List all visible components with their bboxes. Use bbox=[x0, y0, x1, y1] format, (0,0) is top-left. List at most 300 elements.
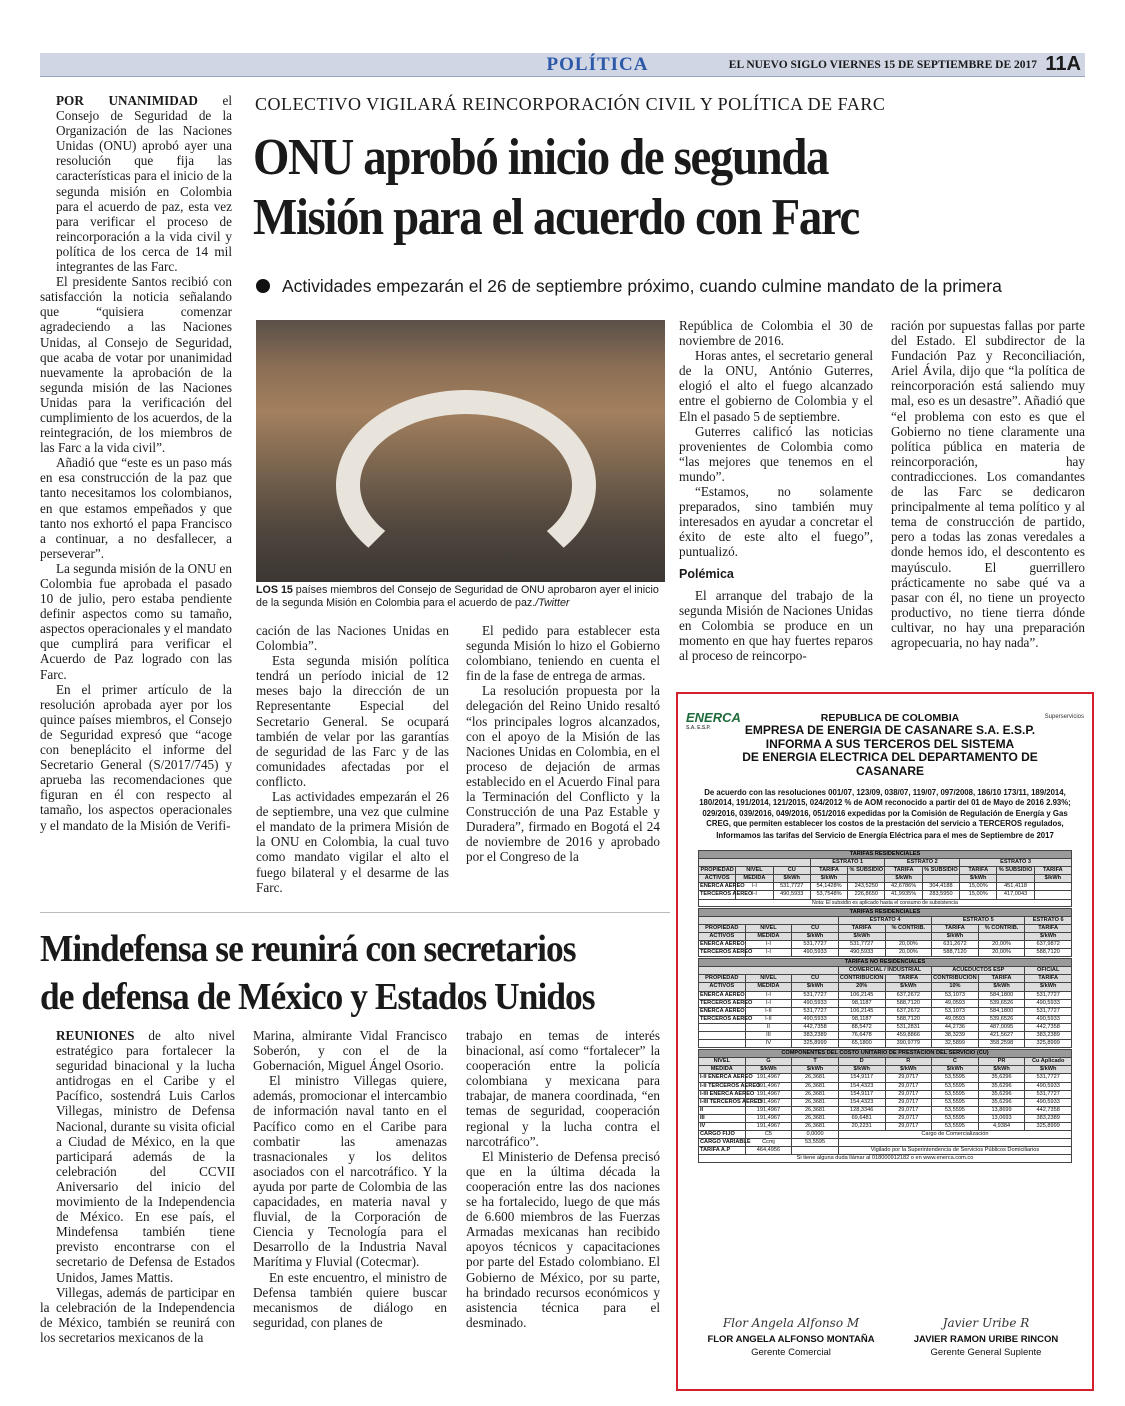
article1-column-1 bbox=[40, 93, 232, 833]
table-cell: 283,5950 bbox=[922, 891, 959, 899]
table-header-cell: TARIFA bbox=[1025, 924, 1072, 932]
table-cell: I-III TERCEROS AEREO bbox=[700, 1098, 762, 1105]
table-cell: I-II TERCEROS AEREO bbox=[700, 1082, 761, 1089]
table-header-cell: PROPIEDAD bbox=[699, 975, 746, 983]
table-cell: I-I bbox=[736, 883, 773, 891]
table-cell: I-II ENERCA AEREO bbox=[700, 1074, 753, 1081]
table-cell: 44,2736 bbox=[932, 1023, 979, 1031]
table-cell: 442,7358 bbox=[1025, 1023, 1072, 1031]
table-cell: 26,3681 bbox=[792, 1074, 839, 1082]
table-row bbox=[699, 1015, 1072, 1023]
table-cell: 35,6296 bbox=[978, 1082, 1025, 1090]
article-divider bbox=[40, 912, 670, 913]
table-cell: 588,7120 bbox=[932, 949, 979, 957]
table-header-row bbox=[699, 975, 1072, 983]
table-cell: 20,00% bbox=[885, 949, 932, 957]
article2-column-3 bbox=[466, 1028, 660, 1330]
signer-name: FLOR ANGELA ALFONSO MONTAÑA bbox=[707, 1334, 875, 1345]
table-cell: 442,7358 bbox=[1025, 1106, 1072, 1114]
headline-line-1: Mindefensa se reunirá con secretarios bbox=[40, 928, 576, 970]
table-cell: 4,9384 bbox=[978, 1123, 1025, 1131]
table-header-cell: $/kWh bbox=[960, 875, 997, 883]
table-header-cell: TARIFA bbox=[810, 867, 847, 875]
table-note: Nota: El subsidio es aplicado hasta el consumo de subsistencia bbox=[698, 900, 1072, 907]
table-cell: 421,5627 bbox=[978, 1031, 1025, 1039]
table-header-cell: TARIFA bbox=[960, 867, 997, 875]
lead-in: REUNIONES bbox=[56, 1028, 135, 1043]
table-header-cell: $/kWh bbox=[810, 875, 847, 883]
table-cell: II bbox=[745, 1023, 792, 1031]
table-cell: 15,00% bbox=[960, 891, 997, 899]
table-header-cell: ACTIVOS bbox=[699, 932, 746, 940]
table-cell: 637,2672 bbox=[885, 1007, 932, 1015]
table-cell: 531,7727 bbox=[792, 940, 839, 948]
table-cell: 531,7727 bbox=[1025, 1007, 1072, 1015]
table-header-cell: $/kWh bbox=[978, 1066, 1025, 1074]
table-cell: 154,9117 bbox=[838, 1090, 885, 1098]
table-header-cell: $/kWh bbox=[1025, 932, 1072, 940]
table-header-cell: TARIFA bbox=[1034, 867, 1071, 875]
table-header-cell: TARIFA bbox=[1025, 975, 1072, 983]
table-cell: 29,0717 bbox=[885, 1074, 932, 1082]
table-header-cell: PROPIEDAD bbox=[699, 867, 736, 875]
paragraph: Añadió que “este es un paso más en esa construcción de la paz que tanto necesitamos los colombianos, en que estamos empeñados y que tanto nos exhortó el papa Francisco a continuar, a no desfallecer, a perseverar”. bbox=[40, 455, 232, 561]
table-header-cell: $/kWh bbox=[885, 1066, 932, 1074]
table-cell: 588,7120 bbox=[1025, 949, 1072, 957]
table-cell: 226,8650 bbox=[848, 891, 885, 899]
paragraph: Horas antes, el secretario general de la ONU, António Guterres, elogió el alto el fuego alcanzado entre el gobierno de Colombia y el Eln el pasado 5 de septiembre. bbox=[679, 348, 873, 424]
paragraph: cación de las Naciones Unidas en Colombia”. bbox=[256, 623, 449, 654]
enerca-advertisement bbox=[676, 692, 1094, 1391]
bullet-icon bbox=[256, 279, 270, 293]
table-cell bbox=[1034, 883, 1071, 891]
table-header-cell: CU bbox=[773, 867, 810, 875]
table-header-cell: $/kWh bbox=[1025, 1066, 1072, 1074]
table-cell: 29,0717 bbox=[885, 1098, 932, 1106]
table-cell: ENERCA AEREO bbox=[700, 1007, 745, 1014]
superservicios-logo: Superservicios bbox=[1044, 714, 1084, 720]
table-header-cell: % CONTRIB. bbox=[978, 924, 1025, 932]
table-cell: 13,8699 bbox=[978, 1106, 1025, 1114]
table-cell: 191,4967 bbox=[745, 1098, 792, 1106]
table-cell: IV bbox=[745, 1040, 792, 1048]
table-cell: 26,3681 bbox=[792, 1123, 839, 1131]
table-row bbox=[699, 949, 1072, 957]
enerca-logo: ENERCA S.A. E.S.P. bbox=[686, 710, 741, 731]
table-cell: 325,8999 bbox=[1025, 1040, 1072, 1048]
table-header-cell: CONTRIBUCION bbox=[839, 975, 884, 982]
table-header-cell: TARIFA bbox=[885, 975, 932, 983]
table-cell: 54,1428% bbox=[810, 883, 847, 891]
table-cell: 637,9872 bbox=[1025, 940, 1072, 948]
table-header-cell: MEDIDA bbox=[745, 932, 792, 940]
table-row bbox=[699, 1082, 1072, 1090]
table-cell: I-I bbox=[745, 999, 792, 1007]
table-cell: I-III ENERCA AEREO bbox=[700, 1090, 755, 1097]
table-cell: 451,4118 bbox=[997, 883, 1034, 891]
headline-line-2: Misión para el acuerdo con Farc bbox=[253, 189, 859, 246]
table-cell: 38,3239 bbox=[932, 1031, 979, 1039]
table-cell: 588,7120 bbox=[885, 999, 932, 1007]
table-cell: I-I bbox=[736, 891, 773, 899]
table-cell: ENERCA AEREO bbox=[700, 940, 745, 947]
ad-body: De acuerdo con las resoluciones 001/07, 123/09, 038/07, 119/07, 097/2008, 186/10 173/11, 189/2014, 180/2014, 191/2014, 121/2015, 024/2012 % de AOM reconocido a partir del 01 de Mayo de 2016 2.93%; 029/2016, 039/2016, 049/2016, 051/2016 expedidas por la Comisión de Regulación de Energía y Gas CREG, que permiten establecer los costos de la prestación del servicio a TERCEROS regulados, Informamos las tarifas del Servicio de Energía Eléctrica para el mes de Septiembre de 2017 bbox=[699, 788, 1071, 841]
article-headline bbox=[253, 128, 1000, 248]
table-cell: 191,4967 bbox=[745, 1123, 792, 1131]
table-cell: IV bbox=[699, 1123, 746, 1131]
table-header-cell: NIVEL bbox=[736, 867, 773, 875]
table-header-row bbox=[699, 983, 1072, 991]
headline-line-1: ONU aprobó inicio de segunda bbox=[253, 129, 829, 186]
paragraph: En el primer artículo de la resolución aprobada ayer por los quince países miembros, el Consejo de Seguridad expresó que “acoge con beneplácito el informe del Secretario General (S/2017/745) y aprueba las recomendaciones que figuran en él con respecto al tamaño, los aspectos operacionales y el mandato de la Misión de Verifi- bbox=[40, 681, 232, 833]
table-cell: 29,0717 bbox=[885, 1106, 932, 1114]
article2-column-1 bbox=[40, 1028, 235, 1345]
table-cell: 154,4323 bbox=[838, 1082, 885, 1090]
table-header-cell bbox=[997, 875, 1034, 883]
table-cell: 53,5595 bbox=[932, 1098, 979, 1106]
table-header-cell: $/kWh bbox=[1034, 875, 1071, 883]
table-cell: 65,1800 bbox=[838, 1040, 885, 1048]
table-cell bbox=[1034, 891, 1071, 899]
table-cell: 29,0717 bbox=[885, 1114, 932, 1122]
table-cell: I-II bbox=[745, 1015, 792, 1023]
table-header-cell: 10% bbox=[932, 983, 979, 991]
table-header-cell: $/kWh bbox=[1025, 983, 1072, 991]
section-subhead: Polémica bbox=[679, 566, 734, 581]
table-cell: 383,2389 bbox=[1025, 1114, 1072, 1122]
table-header-cell: $/kWh bbox=[792, 983, 839, 991]
paragraph: El Ministerio de Defensa precisó que en la última década la cooperación entre las dos naciones se ha fortalecido, luego de que más de 6.600 miembros de las Fuerzas Armadas mexicanas han recibido apoyos técnicos y capacitaciones por parte del Estado colombiano. El Gobierno de México, por su parte, ha brindado recursos económicos y asistencia técnica para el desminado. bbox=[466, 1148, 660, 1330]
paragraph: trabajo en temas de interés binacional, así como “fortalecer” la cooperación entre la policía colombiana y mexicana para trabajar, de manera coordinada, “en temas de seguridad, cooperación regional y la lucha contra el narcotráfico”. bbox=[466, 1028, 660, 1149]
table-cell: 53,5595 bbox=[932, 1090, 979, 1098]
table-cell: 26,3681 bbox=[792, 1082, 839, 1090]
table-header-cell: CU bbox=[792, 924, 839, 932]
table-cell: 531,7727 bbox=[773, 883, 810, 891]
table-cell: 191,4967 bbox=[745, 1090, 792, 1098]
table-cell: 42,6786% bbox=[885, 883, 922, 891]
table-cell: 26,3681 bbox=[792, 1098, 839, 1106]
table-header-cell: D bbox=[838, 1058, 885, 1066]
paragraph: Villegas, además de participar en la celebración de la Independencia de México, también se reunirá con los secretarios mexicanos de la bbox=[40, 1284, 235, 1345]
table-header-cell: TARIFA bbox=[932, 924, 979, 932]
table-cell: 20,2231 bbox=[838, 1123, 885, 1131]
table-cell: 53,5595 bbox=[932, 1123, 979, 1131]
table-cell: 106,2145 bbox=[838, 991, 885, 999]
table-cell: 637,2672 bbox=[885, 991, 932, 999]
table-cell: TERCEROS AEREO bbox=[700, 999, 753, 1006]
table-cell: III bbox=[745, 1031, 792, 1039]
paragraph: ración por supuestas fallas por parte del Estado. El subdirector de la Fundación Paz y Reconciliación, Ariel Ávila, dijo que “la política de reincorporación está saliendo muy mal, eso es un desastre”. Añadió que “el problema con esto es que el Gobierno no tiene claramente una política pública en materia de reincorporación, hay contradicciones. Los comandantes de las Farc se dedicaron principalmente al tema político y al tema de construcción de partido, pero a todas las zonas veredales a donde hemos ido, el descontento es mayúsculo. El guerrillero prácticamente no sabe qué va a pasar con él, no tiene un proyecto productivo, no tiene tierra dónde cultivar, no hay una preparación agropecuaria, no hay nada”. bbox=[891, 318, 1085, 650]
table-row bbox=[699, 1090, 1072, 1098]
subhead-text: Actividades empezarán el 26 de septiembre próximo, cuando culmine mandato de la primera bbox=[282, 276, 1002, 296]
table-cell: 154,9117 bbox=[838, 1074, 885, 1082]
table-cell: 539,6526 bbox=[978, 999, 1025, 1007]
table-cell: 191,4967 bbox=[745, 1114, 792, 1122]
table-cell: 531,7727 bbox=[1025, 1074, 1072, 1082]
table-cell: 390,9779 bbox=[885, 1040, 932, 1048]
table-header-cell: MEDIDA bbox=[699, 1066, 746, 1074]
table-header-cell: $/kWh bbox=[838, 932, 885, 940]
table-cell: 584,1800 bbox=[978, 991, 1025, 999]
table-cell: 15,00% bbox=[960, 883, 997, 891]
table-cell: 584,1800 bbox=[978, 1007, 1025, 1015]
table-row bbox=[699, 1040, 1072, 1048]
table-header-cell: MEDIDA bbox=[745, 983, 792, 991]
table-cell: 417,0043 bbox=[997, 891, 1034, 899]
table-header-cell bbox=[922, 875, 959, 883]
paragraph: REUNIONES de alto nivel estratégico para fortalecer la seguridad binacional y la lucha antidrogas en el Caribe y el Pacífico, sostendrá Luis Carlos Villegas, ministro de Defensa Nacional, durante su visita oficial a Ciudad de México, en la que participará además de la celebración del CCVII Aniversario del inicio del movimiento de la Independencia de México. En ese país, el Mindefensa también tiene previsto encontrarse con el secretario de Defensa de Estados Unidos, James Mattis. bbox=[56, 1028, 235, 1285]
table-row bbox=[699, 1098, 1072, 1106]
table-cell: 20,00% bbox=[885, 940, 932, 948]
paragraph: República de Colombia el 30 de noviembre de 2016. bbox=[679, 318, 873, 349]
signer-name: JAVIER RAMON URIBE RINCON bbox=[913, 1334, 1059, 1345]
table-header-cell: NIVEL bbox=[745, 975, 792, 983]
table-cell: 98,1187 bbox=[838, 1015, 885, 1023]
table-cell: I-II bbox=[745, 1007, 792, 1015]
table-cell: I-I bbox=[745, 991, 792, 999]
signature-block-2 bbox=[891, 1317, 1081, 1359]
table-header-cell: $/kWh bbox=[792, 932, 839, 940]
table-header-cell: $/kWh bbox=[885, 875, 922, 883]
paragraph: El arranque del trabajo de la segunda Misión de Naciones Unidas en Colombia se produce en un momento en que hay fuertes reparos al proceso de reincorpo- bbox=[679, 587, 873, 663]
table-cell: 32,5899 bbox=[932, 1040, 979, 1048]
table-cell: 53,5595 bbox=[932, 1114, 979, 1122]
table-cell: 490,5933 bbox=[773, 891, 810, 899]
table-header-cell: G bbox=[745, 1058, 792, 1066]
table-cell: 304,4188 bbox=[922, 883, 959, 891]
table-cost-components: COMPONENTES DEL COSTO UNITARIO DE PRESTACION DEL SERVICIO (CU) NIVEL G T D R C PR Cu Aplicado MEDIDA $/kWh $/kWh $/kWh $/kWh $/kWh $/kWh $/kWh I-II ENERCA AEREO 191,4967 26,3681 154,9117 29,0717 53,5595 35,6296 531,7727 I-II TERCEROS AEREO 191,4967 26,3681 154,4323 29,0717 53,5595 35,6296 490,5933 I-III ENERCA AEREO 191,4967 26,3681 154,9117 29,0717 53,5595 35,6296 531,7727 I-III TERCEROS AEREO 191,4967 26,3681 154,4323 29,0717 53,5595 35,6296 490,5933 II 191,4967 26,3681 128,3346 29,0717 53,5595 13,8699 442,7358 III 191,4967 26,3681 69,6481 29,0717 53,5595 13,0693 383,2389 IV 191,4967 26,3681 20,2231 29,0717 53,5595 4,9384 325,8999 CARGO FIJO C5 0,0000 Cargo de Comercialización CARGO VARIABLE Ccmj 53,5595 TARIFA A.P 464,4956 Vigilado por la Superintendencia de Servicios Públicos Domiciliarios Si tiene alguna duda llámar al 018000912182 o en www.enerca.com.co bbox=[698, 1049, 1072, 1163]
table-cell: 325,8999 bbox=[792, 1040, 839, 1048]
table-cell: 490,5933 bbox=[792, 949, 839, 957]
table-cell: TERCEROS AEREO bbox=[700, 1015, 753, 1022]
table-row bbox=[699, 999, 1072, 1007]
table-cell: 69,6481 bbox=[838, 1114, 885, 1122]
table-cell: 53,5595 bbox=[932, 1082, 979, 1090]
council-table-shape bbox=[336, 390, 596, 580]
article-kicker: COLECTIVO VIGILARÁ REINCORPORACIÓN CIVIL Y POLÍTICA DE FARC bbox=[255, 94, 886, 114]
table-cell: 29,0717 bbox=[885, 1123, 932, 1131]
table-cell: 325,8999 bbox=[1025, 1123, 1072, 1131]
signer-role: Gerente General Suplente bbox=[930, 1347, 1042, 1358]
table-header-cell: $/kWh bbox=[792, 1066, 839, 1074]
table-cell: 35,6296 bbox=[978, 1074, 1025, 1082]
table-header-cell: TARIFA bbox=[838, 924, 885, 932]
table-header-row bbox=[699, 932, 1072, 940]
table-cell: 531,2831 bbox=[885, 1023, 932, 1031]
table-row bbox=[699, 1007, 1072, 1015]
table-header-cell bbox=[885, 932, 932, 940]
table-cell: 29,0717 bbox=[885, 1082, 932, 1090]
table-cell: 490,5933 bbox=[792, 999, 839, 1007]
table-header-cell: % SUBSIDIO bbox=[924, 867, 958, 874]
ad-title: REPUBLICA DE COLOMBIA EMPRESA DE ENERGIA DE CASANARE S.A. E.S.P. INFORMA A SUS TERCEROS DEL SISTEMA DE ENERGIA ELECTRICA DEL DEPARTAMENTO DE CASANARE bbox=[742, 712, 1038, 778]
table-header-cell: 20% bbox=[838, 983, 885, 991]
table-cell: III bbox=[699, 1114, 746, 1122]
table-cell: II bbox=[699, 1106, 746, 1114]
table-cell: 539,6526 bbox=[978, 1015, 1025, 1023]
table-header-cell: Cu Aplicado bbox=[1025, 1058, 1072, 1066]
table-cell: 358,2598 bbox=[978, 1040, 1025, 1048]
table-header-cell: TARIFA bbox=[885, 867, 922, 875]
table-cell: 243,5250 bbox=[848, 883, 885, 891]
table-cell: 191,4967 bbox=[745, 1082, 792, 1090]
table-residential-4-6: TARIFAS RESIDENCIALES ESTRATO 4 ESTRATO 5 ESTRATO 6 PROPIEDAD NIVEL CU TARIFA % CONTRIB. TARIFA % CONTRIB. TARIFA ACTIVOS MEDIDA $/kWh $/kWh $/kWh $/kWh ENERCA AEREO I-I 531,7727 531,7727 20,00% 631,2672 20,00% 637,9872 TERCEROS AEREO I-I 490,5933 490,5933 20,00% 588,7120 20,00% 588,7120 bbox=[698, 908, 1072, 958]
table-row bbox=[699, 940, 1072, 948]
table-cell: 490,5933 bbox=[792, 1015, 839, 1023]
table-cell: 531,7727 bbox=[1025, 991, 1072, 999]
paragraph: POR UNANIMIDAD el Consejo de Seguridad de la Organización de las Naciones Unidas (ONU) aprobó ayer una resolución que fija las características para el inicio de la segunda misión en Colombia para el acuerdo de paz, esta vez para verificar el proceso de reincorporación a la vida civil y política de los cerca de 14 mil integrantes de las Farc. bbox=[56, 93, 232, 275]
table-header-cell bbox=[848, 875, 885, 883]
headline-line-2: de defensa de México y Estados Unidos bbox=[40, 976, 595, 1018]
table-cell: 531,7727 bbox=[792, 1007, 839, 1015]
table-cell: 531,7727 bbox=[838, 940, 885, 948]
lead-in: POR UNANIMIDAD bbox=[56, 93, 198, 108]
page-header bbox=[40, 53, 1085, 77]
un-security-council-photo bbox=[256, 320, 665, 582]
table-non-residential: TARIFAS NO RESIDENCIALES COMERCIAL / INDUSTRIAL ACUEDUCTOS ESP OFICIAL PROPIEDAD NIVEL CU CONTRIBUCION TARIFA CONTRIBUCION TARIFA TARIFA ACTIVOS MEDIDA $/kWh 20% $/kWh 10% $/kWh $/kWh ENERCA AEREO I-I 531,7727 106,2145 637,2672 53,1073 584,1800 531,7727 TERCEROS AEREO I-I 490,5933 98,1187 588,7120 49,0593 539,6526 490,5933 ENERCA AEREO I-II 531,7727 106,2145 637,2672 53,1073 584,1800 531,7727 TERCEROS AEREO I-II 490,5933 98,1187 588,7120 49,0593 539,6526 490,5933 II 442,7358 88,5472 531,2831 44,2736 487,0095 442,7358 III 383,2389 76,6478 459,8866 38,3239 421,5627 383,2389 IV 325,8999 65,1800 390,9779 32,5899 358,2598 325,8999 bbox=[698, 958, 1072, 1048]
table-header-cell: $/kWh bbox=[978, 983, 1025, 991]
table-residential-1-3: TARIFAS RESIDENCIALES ESTRATO 1 ESTRATO 2 ESTRATO 3 PROPIEDAD NIVEL CU TARIFA % SUBSIDIO TARIFA % SUBSIDIO TARIFA % SUBSIDIO TARIFA ACTIVOS MEDIDA $/kWh $/kWh $/kWh $/kWh $/kWh ENERCA AEREO I-I 531,7727 54,1428% 243,5250 42,6786% 304,4188 15,00% 451,4118 TERCEROS AEREO I-I 490,5933 53,7548% 226,8650 41,9935% 283,5950 15,00% 417,0043 bbox=[698, 850, 1072, 900]
table-cell: 383,2389 bbox=[792, 1031, 839, 1039]
table-cell: 26,3681 bbox=[792, 1114, 839, 1122]
table-cell: 490,5933 bbox=[1025, 1015, 1072, 1023]
table-row bbox=[699, 1023, 1072, 1031]
table-header-cell: R bbox=[885, 1058, 932, 1066]
table-header-cell: NIVEL bbox=[745, 924, 792, 932]
table-cell: 53,5595 bbox=[932, 1106, 979, 1114]
paragraph: En este encuentro, el ministro de Defensa también quiere buscar mecanismos de diálogo en seguridad, con planes de bbox=[253, 1269, 447, 1330]
table-header-cell: ACTIVOS bbox=[699, 983, 746, 991]
table-cell: ENERCA AEREO bbox=[700, 883, 745, 890]
table-header-cell: CONTRIBUCION bbox=[933, 975, 977, 982]
table-cell: I-I bbox=[745, 940, 792, 948]
paragraph: La resolución propuesta por la delegación del Reino Unido resaltó “los principales logros alcanzados, con el apoyo de la Misión de las Naciones Unidas en Colombia, en el proceso de dejación de armas establecido en el Acuerdo Final para la Terminación del Conflicto y la Construcción de una Paz Estable y Duradera”, firmado en Bogotá el 24 de noviembre de 2016 y aprobado por el Congreso de la bbox=[466, 683, 660, 865]
table-cell: 29,0717 bbox=[885, 1090, 932, 1098]
table-header-row bbox=[699, 1058, 1072, 1066]
table-header-cell: $/kWh bbox=[932, 1066, 979, 1074]
table-cell: 26,3681 bbox=[792, 1090, 839, 1098]
table-row bbox=[699, 1074, 1072, 1082]
table-header-cell: $/kWh bbox=[773, 875, 810, 883]
table-header-cell: ACTIVOS bbox=[699, 875, 736, 883]
table-cell: 26,3681 bbox=[792, 1106, 839, 1114]
table-cell: 53,1073 bbox=[932, 991, 979, 999]
table-cell: 490,5933 bbox=[1025, 1082, 1072, 1090]
table-header-row bbox=[699, 875, 1072, 883]
table-cell: 20,00% bbox=[978, 940, 1025, 948]
table-cell: 531,7727 bbox=[1025, 1090, 1072, 1098]
table-cell: 631,2672 bbox=[932, 940, 979, 948]
paper-date-line: EL NUEVO SIGLO VIERNES 15 DE SEPTIEMBRE DE 2017 bbox=[728, 59, 1037, 71]
table-header-cell bbox=[978, 932, 1025, 940]
article2-column-2 bbox=[253, 1028, 447, 1330]
table-cell: 442,7358 bbox=[792, 1023, 839, 1031]
article1-column-3 bbox=[466, 623, 660, 865]
table-row bbox=[699, 991, 1072, 999]
table-header-cell: TARIFA bbox=[978, 975, 1025, 983]
table-row bbox=[699, 1114, 1072, 1122]
table-cell: 98,1187 bbox=[838, 999, 885, 1007]
paragraph: “Estamos, no solamente preparados, sino también muy interesados en ayudar a concretar el éxito de este alto el fuego”, puntualizó. bbox=[679, 484, 873, 560]
table-cell: 490,5933 bbox=[1025, 1098, 1072, 1106]
table-cell: 191,4967 bbox=[745, 1074, 792, 1082]
table-cell: 20,00% bbox=[978, 949, 1025, 957]
article1-column-5 bbox=[891, 318, 1085, 650]
table-row bbox=[699, 883, 1072, 891]
table-header-cell: $/kWh bbox=[745, 1066, 792, 1074]
article2-headline bbox=[40, 925, 635, 1021]
table-cell: 588,7120 bbox=[885, 1015, 932, 1023]
table-cell: 49,0593 bbox=[932, 1015, 979, 1023]
table-cell: 53,5595 bbox=[932, 1074, 979, 1082]
table-cell: 76,6478 bbox=[838, 1031, 885, 1039]
tariff-tables bbox=[698, 850, 1072, 1302]
table-header-row bbox=[699, 1066, 1072, 1074]
table-cell: 35,6296 bbox=[978, 1090, 1025, 1098]
table-header-cell: C bbox=[932, 1058, 979, 1066]
table-header-cell: CU bbox=[792, 975, 839, 983]
table-cell: 490,5933 bbox=[1025, 999, 1072, 1007]
table-cell: 88,5472 bbox=[838, 1023, 885, 1031]
table-header-cell: % SUBSIDIO bbox=[849, 867, 884, 874]
signer-role: Gerente Comercial bbox=[751, 1347, 831, 1358]
table-cell: TERCEROS AEREO bbox=[700, 891, 753, 898]
table-cell bbox=[699, 1040, 746, 1048]
article1-column-4 bbox=[679, 318, 873, 663]
paragraph: El presidente Santos recibió con satisfacción la noticia señalando que “quisiera comenzar agradeciendo a las Naciones Unidas, al Consejo de Seguridad, que acaba de votar por unanimidad nuevamente la aprobación de la segunda misión de las Naciones Unidas para la verificación del cumplimiento de los acuerdos, de la reintegración, de los miembros de las Farc a la vida civil”. bbox=[40, 274, 232, 456]
signature-block-1 bbox=[696, 1317, 886, 1359]
table-cell: 13,0693 bbox=[978, 1114, 1025, 1122]
paragraph: El pedido para establecer esta segunda Misión lo hizo el Gobierno colombiano, teniendo en cuenta el fin de la fase de entrega de armas. bbox=[466, 623, 660, 684]
table-header-cell: $/kWh bbox=[885, 983, 932, 991]
table-header-cell: % SUBSIDIO bbox=[998, 867, 1033, 874]
paragraph: Marina, almirante Vidal Francisco Soberón, y con el de la Gobernación, Miguel Ángel Osorio. bbox=[253, 1028, 447, 1074]
paragraph: El ministro Villegas quiere, además, promocionar el intercambio de información naval tanto en el Pacífico como en el Caribe para combatir las amenazas trasnacionales y los delitos asociados con el narcotráfico. Y la ayuda por parte de Colombia de las capacidades, en materia naval y fluvial, de la Corporación de Ciencia y Tecnología para el Desarrollo de la Industria Naval Marítima y Fluvial (Cotecmar). bbox=[253, 1073, 447, 1270]
table-cell: 191,4967 bbox=[745, 1106, 792, 1114]
table-header-cell: T bbox=[792, 1058, 839, 1066]
table-cell: 53,7548% bbox=[810, 891, 847, 899]
table-header-cell: NIVEL bbox=[699, 1058, 746, 1066]
table-cell: 490,5933 bbox=[838, 949, 885, 957]
signature-scribble: Flor Angela Alfonso M bbox=[722, 1316, 860, 1330]
table-cell: 35,6296 bbox=[978, 1098, 1025, 1106]
table-header-row bbox=[699, 924, 1072, 932]
table-row bbox=[699, 1106, 1072, 1114]
table-cell: 383,2389 bbox=[1025, 1031, 1072, 1039]
table-cell: 106,2145 bbox=[838, 1007, 885, 1015]
table-cell: 459,8866 bbox=[885, 1031, 932, 1039]
article-subhead bbox=[256, 276, 1002, 297]
table-cell: 41,9935% bbox=[885, 891, 922, 899]
table-cell: ENERCA AEREO bbox=[700, 991, 745, 998]
paragraph: Las actividades empezarán el 26 de septiembre, una vez que culmine el mandato de la primera Misión de la ONU en Colombia, la cual tuvo como mandato vigilar el alto el fuego bilateral y el desarme de las Farc. bbox=[256, 789, 449, 895]
table-row bbox=[699, 1031, 1072, 1039]
table-cell: I-I bbox=[745, 949, 792, 957]
table-header-cell: $/kWh bbox=[932, 932, 979, 940]
paragraph: Esta segunda misión política tendrá un período inicial de 12 meses bajo la dirección de un Representante Especial del Secretario General. Se ocupará también de velar por las garantías de seguridad de las Farc y de las comunidades afectadas por el conflicto. bbox=[256, 653, 449, 789]
table-row bbox=[699, 1123, 1072, 1131]
table-cell: 49,0593 bbox=[932, 999, 979, 1007]
table-cell bbox=[699, 1023, 746, 1031]
table-cell: 154,4323 bbox=[838, 1098, 885, 1106]
article1-column-2 bbox=[256, 623, 449, 895]
table-header-cell: $/kWh bbox=[838, 1066, 885, 1074]
paragraph: Guterres calificó las noticias provenientes de Colombia como “las mejores que tenemos en el mundo”. bbox=[679, 423, 873, 484]
signature-scribble: Javier Uribe R bbox=[942, 1316, 1030, 1330]
table-header-row bbox=[699, 867, 1072, 875]
table-cell: TERCEROS AEREO bbox=[700, 949, 753, 956]
table-cell: 531,7727 bbox=[792, 991, 839, 999]
